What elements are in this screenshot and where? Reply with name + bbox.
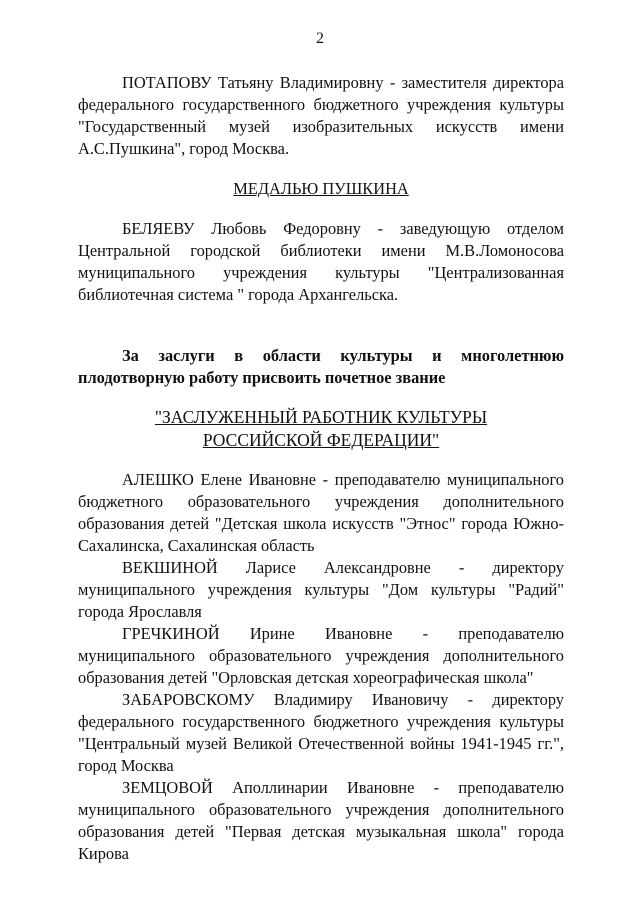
- list-item: ГРЕЧКИНОЙ Ирине Ивановне - преподавателю муниципального образовательного учреждения дополнительного образования детей "Орловская детская хореографическая школа": [78, 624, 564, 687]
- decree-intro: За заслуги в области культуры и многолетнюю плодотворную работу присвоить почетное звание: [78, 346, 564, 387]
- honorary-title-line-2: РОССИЙСКОЙ ФЕДЕРАЦИИ": [202, 430, 440, 450]
- page-number: 2: [316, 30, 324, 47]
- document-body: [78, 72, 564, 865]
- medal-recipient-belyaeva: БЕЛЯЕВУ Любовь Федоровну - заведующую отделом Центральной городской библиотеки имени М.В.Ломоносова муниципального учреждения культуры "Централизованная библиотечная система " города Архангельска.: [78, 219, 564, 304]
- medal-heading: МЕДАЛЬЮ ПУШКИНА: [233, 179, 409, 198]
- honorary-title: [78, 406, 564, 452]
- honorary-title-line-1: "ЗАСЛУЖЕННЫЙ РАБОТНИК КУЛЬТУРЫ: [154, 407, 488, 427]
- list-item: ВЕКШИНОЙ Ларисе Александровне - директору муниципального учреждения культуры "Дом культуры "Радий" города Ярославля: [78, 558, 564, 621]
- recipient-list: [78, 469, 564, 865]
- list-item: ЗАБАРОВСКОМУ Владимиру Ивановичу - директору федерального государственного бюджетного учреждения культуры "Центральный музей Великой Отечественной войны 1941-1945 гг.", город Москва: [78, 690, 564, 775]
- list-item: ЗЕМЦОВОЙ Аполлинарии Ивановне - преподавателю муниципального образовательного учреждения дополнительного образования детей "Первая детская музыкальная школа" города Кирова: [78, 778, 564, 863]
- award-recipient-potapova: ПОТАПОВУ Татьяну Владимировну - заместителя директора федерального государственного бюджетного учреждения культуры "Государственный музей изобразительных искусств имени А.С.Пушкина", город Москва.: [78, 73, 564, 158]
- list-item: АЛЕШКО Елене Ивановне - преподавателю муниципального бюджетного образовательного учреждения дополнительного образования детей "Детская школа искусств "Этнос" города Южно-Сахалинска, Сахалинская область: [78, 470, 564, 555]
